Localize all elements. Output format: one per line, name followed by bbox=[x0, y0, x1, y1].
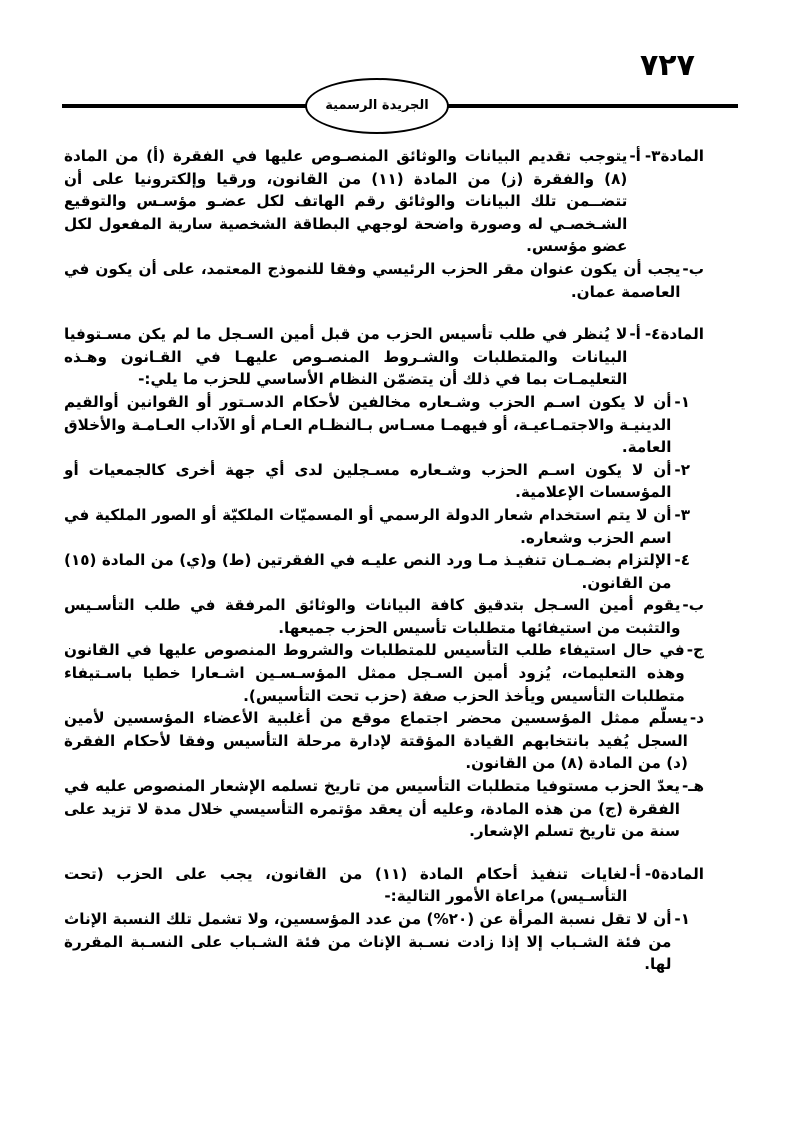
article-4 bbox=[64, 323, 704, 843]
list-item bbox=[64, 504, 704, 549]
paragraph bbox=[64, 258, 704, 303]
paragraph-text: لا يُنظر في طلب تأسيس الحزب من قبل أمين السـجل ما لم يكن مسـتوفيا البيانات والمتطلبات والشـروط المنصـوص عليهـا في القـانون وهـذه التعليمـات بما في ذلك أن يتضمّن النظام الأساسي للحزب ما يلي:- bbox=[64, 325, 628, 389]
paragraph-label: أ- bbox=[629, 147, 641, 165]
paragraph-text: يقوم أمين السـجل بتدقيق كافة البيانات والوثائق المرفقة في طلب التأسـيس والتثبت من استيفائها متطلبات تأسيس الحزب جميعها. bbox=[64, 596, 681, 637]
paragraph-text: يسلّم ممثل المؤسسين محضر اجتماع موقع من أغلبية الأعضاء المؤسسين لأمين السجل يُفيد بانتخابهم القيادة المؤقتة لإدارة مرحلة التأسيس وفقا لأحكام الفقرة (د) من المادة (٨) من القانون. bbox=[64, 709, 688, 773]
paragraph-label: أ- bbox=[629, 325, 641, 344]
paragraph bbox=[64, 863, 641, 908]
paragraph-text: في حال استيفاء طلب التأسيس للمتطلبات والشروط المنصوص عليها في القانون وهذه التعليمات، يُزود أمين السـجل ممثل المؤسـسـين اشـعارا خطيا باسـتيفاء متطلبات التأسيس ويأخذ الحزب صفة (حزب تحت التأسيس). bbox=[64, 641, 685, 705]
paragraph-label: د- bbox=[689, 709, 704, 728]
paragraph bbox=[64, 145, 641, 258]
list-item bbox=[64, 391, 704, 459]
list-item bbox=[64, 549, 704, 594]
article-3 bbox=[64, 145, 704, 303]
paragraph-label: ب- bbox=[682, 596, 704, 615]
paragraph bbox=[64, 707, 704, 775]
gazette-header-title: الجريدة الرسمية bbox=[305, 78, 449, 134]
list-item bbox=[64, 908, 704, 976]
paragraph-label: هـ- bbox=[681, 777, 704, 796]
document-body bbox=[64, 145, 704, 996]
paragraph bbox=[64, 323, 641, 391]
list-item bbox=[64, 459, 704, 504]
page-number: ٧٢٧ bbox=[640, 48, 695, 83]
paragraph bbox=[64, 639, 704, 707]
article-label: المادة٥- bbox=[644, 864, 704, 883]
paragraph bbox=[64, 775, 704, 843]
paragraph-text: يعدّ الحزب مستوفيا متطلبات التأسيس من تاريخ تسلمه الإشعار المنصوص عليه في الفقرة (ج) من هذه المادة، وعليه أن يعقد مؤتمره التأسيسي خلال مدة لا تزيد على سنة من تاريخ تسلم الإشعار. bbox=[64, 777, 680, 841]
item-label: ٣- bbox=[674, 505, 690, 524]
article-5 bbox=[64, 863, 704, 976]
item-label: ٢- bbox=[674, 460, 690, 479]
paragraph-text: يتوجب تقديم البيانات والوثائق المنصـوص عليها في الفقرة (أ) من المادة (٨) والفقرة (ز) من المادة (١١) من القانون، ورقيا وإلكترونيا على أن تتضــمن تلك البيانات والوثائق رقم الهاتف لكل عضـو مؤسـس والتوقيع الشـخصـي له وصورة واضحة لوجهي البطاقة الشخصية سارية المفعول لكل عضو مؤسس. bbox=[64, 147, 628, 256]
item-label: ١- bbox=[674, 910, 690, 928]
paragraph bbox=[64, 594, 704, 639]
article-label: المادة٤- bbox=[644, 325, 704, 344]
item-label: ٤- bbox=[674, 551, 690, 570]
item-text: أن لا يتم استخدام شعار الدولة الرسمي أو المسميّات الملكيّة أو الصور الملكية في اسم الحزب وشعاره. bbox=[64, 505, 672, 547]
paragraph-label: أ- bbox=[629, 864, 641, 883]
paragraph-label: ج- bbox=[686, 641, 704, 660]
item-text: الإلتزام بضـمـان تنفيـذ مـا ورد النص عليـه في الفقرتين (ط) و(ي) من المادة (١٥) من القانون. bbox=[64, 551, 672, 592]
paragraph-text: يجب أن يكون عنوان مقر الحزب الرئيسي وفقا للنموذج المعتمد، على أن يكون في العاصمة عمان. bbox=[64, 259, 681, 301]
paragraph-text: لغايات تنفيذ أحكام المادة (١١) من القانون، يجب على الحزب (تحت التأسـيس) مراعاة الأمور التالية:- bbox=[64, 864, 628, 906]
item-text: أن لا تقل نسبة المرأة عن (٢٠%) من عدد المؤسسين، ولا تشمل تلك النسبة الإناث من فئة الشـباب إلا إذا زادت نسـبة الإناث من فئة الشـباب على النسـبة المقررة لها. bbox=[64, 910, 672, 974]
item-label: ١- bbox=[674, 392, 690, 411]
item-text: أن لا يكون اسـم الحزب وشـعاره مسـجلين لدى أي جهة أخرى كالجمعيات أو المؤسسات الإعلامية. bbox=[64, 460, 672, 502]
article-label: المادة٣- bbox=[644, 147, 704, 165]
item-text: أن لا يكون اسـم الحزب وشـعاره مخالفين لأحكام الدسـتور أو القوانين أوالقيم الدينيـة والاجتمـاعيـة، أو فيهمـا مسـاس بـالنظـام العـام أو الآداب العـامـة والأخلاق العامة. bbox=[64, 392, 672, 457]
paragraph-label: ب- bbox=[682, 259, 704, 278]
